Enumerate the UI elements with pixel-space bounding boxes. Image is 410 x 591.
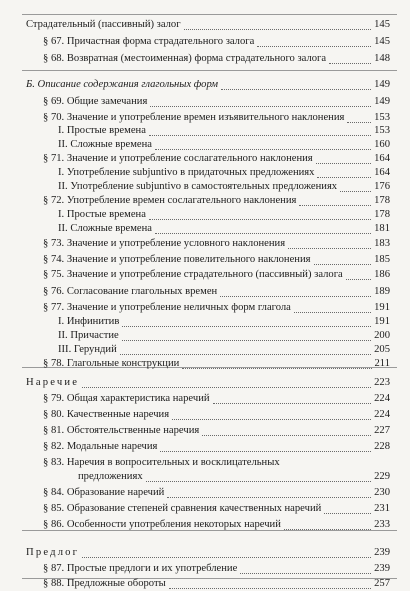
dot-leader bbox=[82, 376, 371, 388]
toc-entry bbox=[0, 208, 410, 222]
toc-entry-title: § 82. Модальные наречия bbox=[43, 441, 158, 452]
toc-entry bbox=[0, 111, 410, 125]
toc-entry-page: 229 bbox=[374, 471, 390, 482]
dot-leader bbox=[288, 237, 371, 249]
toc-entry bbox=[0, 301, 410, 315]
section-divider bbox=[22, 70, 397, 71]
toc-entry-page: 185 bbox=[374, 254, 390, 265]
toc-entry-title: § 86. Особенности употребления некоторых наречий bbox=[43, 519, 281, 530]
toc-entry-page: 224 bbox=[374, 393, 390, 404]
toc-entry-title: § 72. Употребление времен сослагательного наклонения bbox=[43, 195, 297, 206]
toc-entry bbox=[0, 138, 410, 152]
dot-leader bbox=[82, 546, 371, 558]
dot-leader bbox=[299, 194, 371, 206]
toc-entry-title: § 85. Образование степеней сравнения качественных наречий bbox=[43, 503, 322, 514]
toc-entry-page: 160 bbox=[374, 139, 390, 150]
toc-entry-page: 164 bbox=[374, 167, 390, 178]
dot-leader bbox=[329, 52, 371, 64]
toc-entry bbox=[0, 52, 410, 66]
toc-entry-title: § 81. Обстоятельственные наречия bbox=[43, 425, 200, 436]
dot-leader bbox=[146, 470, 371, 482]
toc-entry bbox=[0, 357, 410, 371]
toc-entry-title: § 78. Глагольные конструкции bbox=[43, 358, 180, 369]
toc-entry bbox=[0, 237, 410, 251]
toc-entry-title: I. Простые времена bbox=[58, 125, 146, 136]
toc-entry-title: I. Употребление subjuntivo в придаточных предложениях bbox=[58, 167, 315, 178]
toc-entry bbox=[0, 562, 410, 576]
toc-entry bbox=[0, 456, 410, 470]
toc-entry bbox=[0, 78, 410, 92]
toc-entry-title: § 74. Значение и употребление повелительного наклонения bbox=[43, 254, 311, 265]
dot-leader bbox=[240, 562, 371, 574]
toc-entry-title: Предлог bbox=[26, 547, 80, 558]
toc-entry-page: 200 bbox=[374, 330, 390, 341]
toc-entry-page: 230 bbox=[374, 487, 390, 498]
toc-entry-title: § 83. Наречия в вопросительных и восклицательных bbox=[43, 457, 280, 468]
toc-entry bbox=[0, 546, 410, 560]
toc-entry-page: 257 bbox=[374, 578, 390, 589]
dot-leader bbox=[317, 166, 371, 178]
toc-entry-title: § 71. Значение и употребление сослагательного наклонения bbox=[43, 153, 313, 164]
toc-entry bbox=[0, 470, 410, 484]
toc-entry-page: 191 bbox=[374, 316, 390, 327]
toc-entry-page: 164 bbox=[374, 153, 390, 164]
toc-entry-page: 178 bbox=[374, 195, 390, 206]
toc-entry-page: 149 bbox=[374, 96, 390, 107]
toc-entry-page: 191 bbox=[374, 302, 390, 313]
toc-entry bbox=[0, 408, 410, 422]
dot-leader bbox=[169, 577, 371, 589]
dot-leader bbox=[314, 253, 371, 265]
toc-entry-page: 189 bbox=[374, 286, 390, 297]
toc-entry-title: § 67. Причастная форма страдательного залога bbox=[43, 36, 255, 47]
toc-entry-title: I. Инфинитив bbox=[58, 316, 120, 327]
toc-entry-title: § 77. Значение и употребление неличных форм глагола bbox=[43, 302, 291, 313]
toc-entry-page: 224 bbox=[374, 409, 390, 420]
toc-entry bbox=[0, 315, 410, 329]
toc-entry bbox=[0, 268, 410, 282]
dot-leader bbox=[122, 329, 371, 341]
top-rule bbox=[22, 14, 397, 15]
toc-entry-title: § 80. Качественные наречия bbox=[43, 409, 170, 420]
toc-entry-title: I. Простые времена bbox=[58, 209, 146, 220]
toc-entry bbox=[0, 95, 410, 109]
toc-entry bbox=[0, 124, 410, 138]
toc-entry-title: § 69. Общие замечания bbox=[43, 96, 148, 107]
dot-leader bbox=[324, 502, 371, 514]
toc-entry-title: § 68. Возвратная (местоименная) форма страдательного залога bbox=[43, 53, 327, 64]
toc-entry-title: III. Герундий bbox=[58, 344, 117, 355]
dot-leader bbox=[150, 95, 371, 107]
toc-entry-page: 145 bbox=[374, 19, 390, 30]
dot-leader bbox=[122, 315, 371, 327]
toc-entry bbox=[0, 18, 410, 32]
toc-entry-title: II. Причастие bbox=[58, 330, 119, 341]
toc-entry-page: 239 bbox=[374, 563, 390, 574]
dot-leader bbox=[347, 111, 371, 123]
toc-entry bbox=[0, 502, 410, 516]
dot-leader bbox=[202, 424, 371, 436]
dot-leader bbox=[220, 285, 371, 297]
toc-entry bbox=[0, 329, 410, 343]
toc-entry-page: 153 bbox=[374, 125, 390, 136]
toc-entry-page: 176 bbox=[374, 181, 390, 192]
toc-entry bbox=[0, 253, 410, 267]
toc-entry-page: 186 bbox=[374, 269, 390, 280]
toc-entry-page: 153 bbox=[374, 112, 390, 123]
toc-entry-title: Страдательный (пассивный) залог bbox=[26, 19, 181, 30]
toc-entry-title: Наречие bbox=[26, 377, 80, 388]
toc-entry bbox=[0, 392, 410, 406]
toc-entry bbox=[0, 285, 410, 299]
toc-entry-title: § 79. Общая характеристика наречий bbox=[43, 393, 210, 404]
toc-entry bbox=[0, 424, 410, 438]
dot-leader bbox=[182, 357, 372, 369]
toc-entry bbox=[0, 222, 410, 236]
toc-entry-title: § 76. Согласование глагольных времен bbox=[43, 286, 218, 297]
toc-entry bbox=[0, 166, 410, 180]
toc-entry bbox=[0, 180, 410, 194]
toc-entry bbox=[0, 518, 410, 532]
toc-entry bbox=[0, 577, 410, 591]
toc-entry-page: 181 bbox=[374, 223, 390, 234]
dot-leader bbox=[120, 343, 371, 355]
dot-leader bbox=[221, 78, 371, 90]
toc-entry-title: § 70. Значение и употребление времен изъявительного наклонения bbox=[43, 112, 345, 123]
toc-entry-page: 227 bbox=[374, 425, 390, 436]
toc-entry bbox=[0, 376, 410, 390]
toc-entry-page: 223 bbox=[374, 377, 390, 388]
toc-entry bbox=[0, 440, 410, 454]
toc-entry-page: 233 bbox=[374, 519, 390, 530]
toc-entry-title: § 84. Образование наречий bbox=[43, 487, 165, 498]
toc-entry bbox=[0, 486, 410, 500]
toc-entry-title: II. Сложные времена bbox=[58, 223, 152, 234]
dot-leader bbox=[294, 301, 371, 313]
dot-leader bbox=[155, 138, 371, 150]
toc-entry-title: II. Употребление subjuntivo в самостоятельных предложениях bbox=[58, 181, 338, 192]
toc-entry-title: II. Сложные времена bbox=[58, 139, 152, 150]
toc-entry-page: 231 bbox=[374, 503, 390, 514]
toc-entry-page: 205 bbox=[374, 344, 390, 355]
toc-entry-page: 178 bbox=[374, 209, 390, 220]
toc-entry-title: § 75. Значение и употребление страдательного (пассивный) залога bbox=[43, 269, 343, 280]
toc-entry bbox=[0, 343, 410, 357]
toc-entry-title: § 88. Предложные обороты bbox=[43, 578, 166, 589]
dot-leader bbox=[257, 35, 371, 47]
toc-entry-page: 145 bbox=[374, 36, 390, 47]
dot-leader bbox=[284, 518, 371, 530]
dot-leader bbox=[155, 222, 371, 234]
dot-leader bbox=[149, 124, 371, 136]
toc-entry-page: 239 bbox=[374, 547, 390, 558]
toc-entry-page: 228 bbox=[374, 441, 390, 452]
dot-leader bbox=[184, 18, 371, 30]
toc-entry-page: 149 bbox=[374, 79, 390, 90]
dot-leader bbox=[346, 268, 371, 280]
toc-entry-title: предложениях bbox=[78, 471, 143, 482]
toc-entry-page: 148 bbox=[374, 53, 390, 64]
toc-entry bbox=[0, 152, 410, 166]
toc-entry bbox=[0, 194, 410, 208]
dot-leader bbox=[316, 152, 371, 164]
toc-entry-page: 183 bbox=[374, 238, 390, 249]
toc-entry-title: § 73. Значение и употребление условного наклонения bbox=[43, 238, 286, 249]
dot-leader bbox=[149, 208, 371, 220]
toc-entry-page: 211 bbox=[374, 358, 390, 369]
toc-entry bbox=[0, 35, 410, 49]
dot-leader bbox=[167, 486, 371, 498]
dot-leader bbox=[160, 440, 371, 452]
toc-entry-title: § 87. Простые предлоги и их употребление bbox=[43, 563, 238, 574]
dot-leader bbox=[340, 180, 371, 192]
dot-leader bbox=[172, 408, 371, 420]
dot-leader bbox=[213, 392, 371, 404]
toc-entry-title: Б. Описание содержания глагольных форм bbox=[26, 79, 219, 90]
